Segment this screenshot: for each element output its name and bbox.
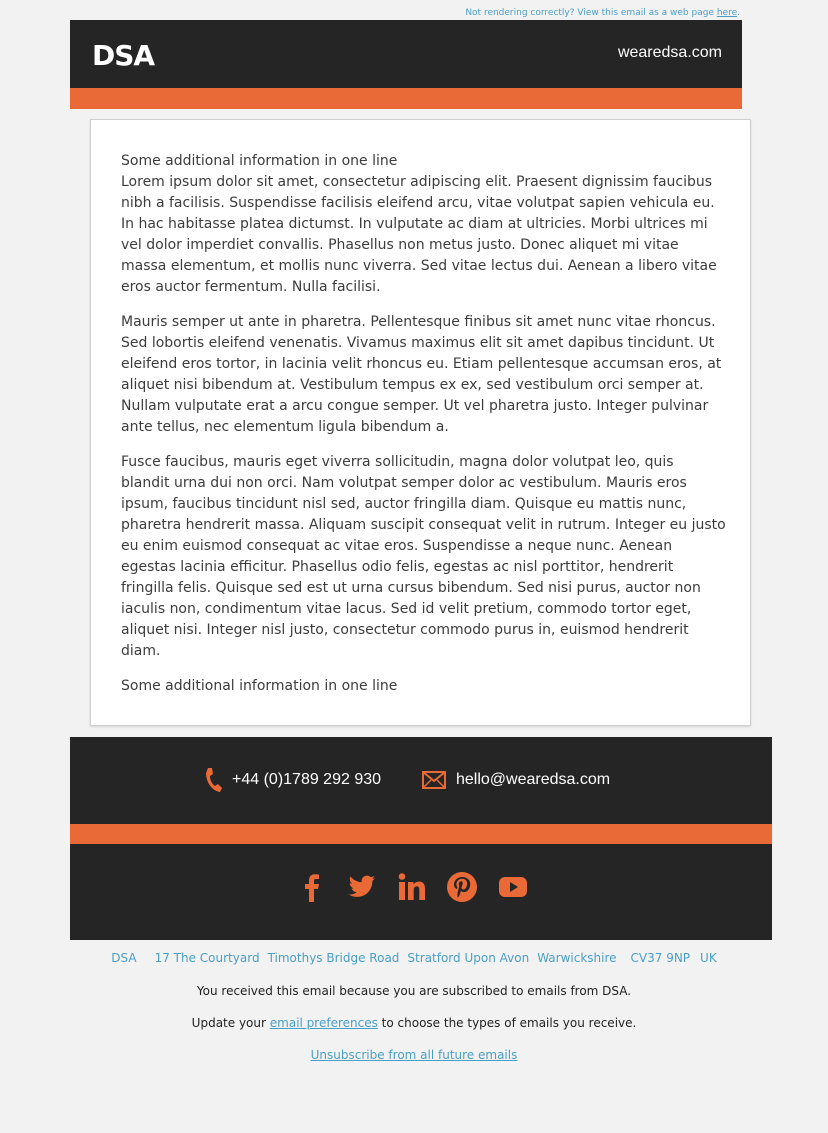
intro-line: Some additional information in one line	[121, 153, 398, 169]
subscription-notice: You received this email because you are subscribed to emails from DSA.	[196, 984, 632, 998]
preferences-line	[0, 1016, 828, 1030]
content-body	[121, 151, 726, 711]
preheader-suffix: .	[737, 8, 740, 18]
preferences-prefix: Update your	[191, 1016, 266, 1030]
phone-icon	[204, 767, 222, 793]
email-address: hello@wearedsa.com	[456, 771, 611, 788]
view-web-version-link[interactable]: here	[716, 8, 738, 18]
company-address	[0, 951, 828, 965]
email-contact[interactable]	[422, 765, 610, 795]
unsubscribe-link[interactable]: Unsubscribe from all future emails	[310, 1048, 518, 1062]
envelope-icon	[422, 771, 446, 789]
preheader	[465, 8, 740, 18]
address-country: UK	[700, 951, 717, 965]
header-accent-bar	[70, 88, 742, 109]
address-county: Warwickshire	[537, 951, 617, 965]
pinterest-icon[interactable]	[446, 871, 478, 903]
email-preferences-link[interactable]: email preferences	[269, 1016, 378, 1030]
youtube-icon[interactable]	[497, 871, 529, 903]
dsa-logo[interactable]	[92, 40, 162, 68]
preheader-text: Not rendering correctly? View this email as a web page	[465, 8, 714, 18]
website-link[interactable]: wearedsa.com	[617, 44, 722, 61]
svg-text:DSA: DSA	[92, 40, 155, 68]
address-company: DSA	[111, 951, 137, 965]
paragraph-1: Lorem ipsum dolor sit amet, consectetur adipiscing elit. Praesent dignissim faucibus nibh a facilisis. Suspendisse facilisis eleifend arcu, vitae volutpat sapien vehicula eu. In hac habitasse platea dictumst. In vulputate ac diam at ultricies. Morbi ultrices mi vel dolor imperdiet convallis. Phasellus non metus justo. Donec aliquet mi vitae massa elementum, et mollis nunc viverra. Sed vitae lectus dui. Aenean a libero vitae eros auctor fermentum. Nulla facilisi.	[121, 174, 717, 295]
footer-accent-bar	[70, 824, 772, 844]
twitter-icon[interactable]	[345, 871, 377, 903]
phone-contact[interactable]	[204, 765, 381, 795]
content-card	[90, 119, 751, 726]
address-road: Timothys Bridge Road	[267, 951, 400, 965]
address-town: Stratford Upon Avon	[407, 951, 530, 965]
address-postcode: CV37 9NP	[630, 951, 691, 965]
paragraph-2: Mauris semper ut ante in pharetra. Pellentesque finibus sit amet nunc vitae rhoncus. Sed lobortis eleifend venenatis. Vivamus maximus elit sit amet dapibus tincidunt. Ut eleifend eros tortor, in lacinia velit rhoncus eu. Etiam pellentesque accumsan eros, at aliquet nisi bibendum at. Vestibulum tempus ex ex, sed vestibulum orci semper at. Nullam vulputate erat a arcu congue semper. Ut vel pharetra justo. Integer pulvinar ante tellus, nec elementum ligula bibendum a.	[121, 314, 722, 435]
preferences-suffix: to choose the types of emails you receive.	[381, 1016, 637, 1030]
email-header	[70, 20, 742, 88]
unsubscribe-line	[0, 1048, 828, 1062]
outro-line: Some additional information in one line	[121, 678, 398, 694]
linkedin-icon[interactable]	[396, 871, 428, 903]
facebook-icon[interactable]	[296, 871, 328, 903]
phone-number: +44 (0)1789 292 930	[232, 771, 382, 788]
social-links	[70, 844, 772, 940]
address-street: 17 The Courtyard	[154, 951, 260, 965]
footer-contact	[70, 737, 772, 824]
paragraph-3: Fusce faucibus, mauris eget viverra sollicitudin, magna dolor volutpat leo, quis blandit urna dui non orci. Nam volutpat semper dolor ac vestibulum. Mauris eros ipsum, faucibus tincidunt nisl sed, auctor fringilla diam. Quisque eu mattis nunc, pharetra hendrerit massa. Aliquam suscipit consequat velit in rutrum. Integer eu justo eu enim euismod consequat ac vitae eros. Suspendisse a neque nunc. Aenean egestas lacinia efficitur. Phasellus odio felis, egestas ac nisl porttitor, hendrerit fringilla felis. Quisque sed est ut urna cursus bibendum. Sed nisi purus, auctor non iaculis non, condimentum vitae lacus. Sed id velit pretium, commodo tortor eget, aliquet nisi. Integer nisl justo, consectetur commodo purus in, euismod hendrerit diam.	[121, 454, 726, 659]
